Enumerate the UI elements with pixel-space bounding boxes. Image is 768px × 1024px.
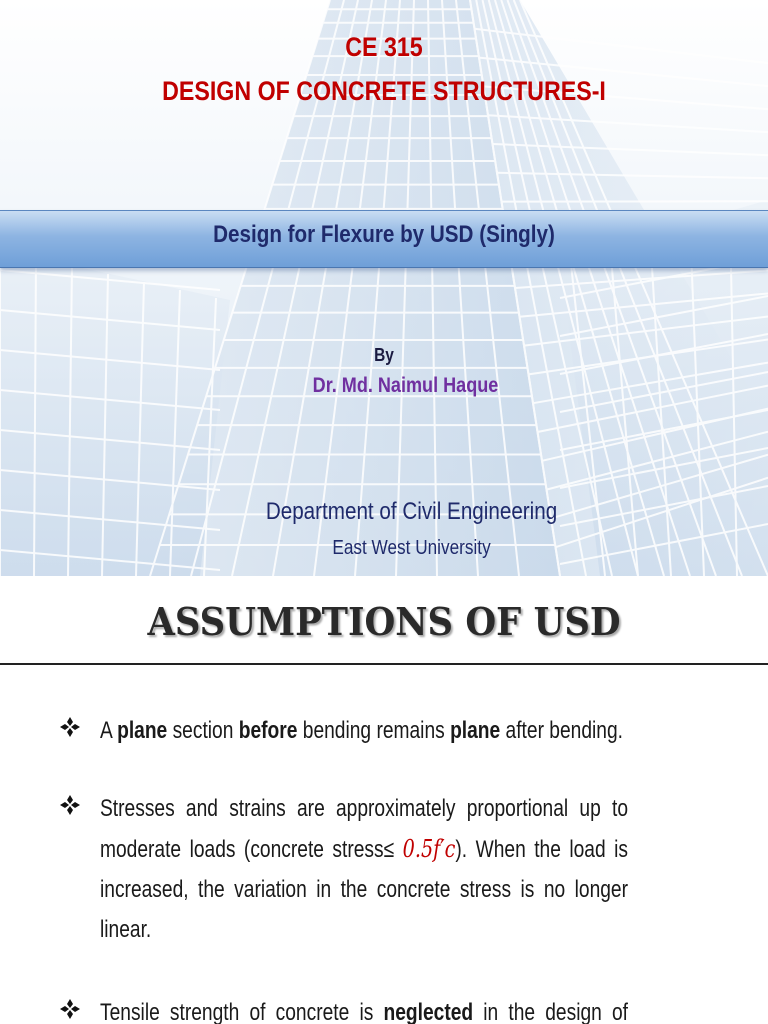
bullet-text (100, 993, 628, 1024)
bullet-line: Stresses and strains are approximately proportional up to (100, 795, 628, 822)
bullet-line (100, 829, 628, 870)
bullet-text-part: after bending. (500, 717, 623, 744)
content-slide (0, 576, 768, 1024)
bullet-text-emphasis: plane (450, 717, 501, 744)
slide-heading: ASSUMPTIONS OF USD (147, 599, 621, 644)
heading-divider (0, 663, 768, 665)
bullet-text-emphasis: before (238, 717, 298, 744)
bullet-text (100, 789, 628, 950)
bullet-line: linear. (100, 916, 152, 943)
bullet-text-part: Tensile strength of concrete is (100, 999, 384, 1024)
bullet-text (100, 711, 628, 751)
diamond-bullet-icon (58, 997, 82, 1021)
course-code: CE 315 (345, 32, 423, 62)
author-name: Dr. Md. Naimul Haque (312, 374, 499, 397)
bullet-text-part: section (167, 717, 239, 744)
bullet-text-emphasis: neglected (383, 999, 474, 1024)
bullet-text-part: moderate loads (concrete stress≤ (100, 836, 403, 863)
topic-title: Design for Flexure by USD (Singly) (213, 221, 555, 248)
bullet-text-part: A (100, 717, 118, 744)
formula: 0.5f′c (402, 835, 456, 863)
diamond-bullet-icon (58, 793, 82, 817)
course-title: DESIGN OF CONCRETE STRUCTURES-I (162, 76, 606, 106)
diamond-bullet-icon (58, 715, 82, 739)
bullet-text-emphasis: plane (117, 717, 168, 744)
bullet-text-part: ). When the load is (455, 836, 628, 863)
bullet-text-part: bending remains (297, 717, 451, 744)
topic-banner (0, 210, 768, 268)
bullet-line: increased, the variation in the concrete stress is no longer (100, 876, 628, 903)
by-label: By (374, 345, 394, 365)
university-name: East West University (332, 537, 491, 559)
bullet-text-part: in the design of (473, 999, 628, 1024)
department-name: Department of Civil Engineering (265, 498, 558, 525)
